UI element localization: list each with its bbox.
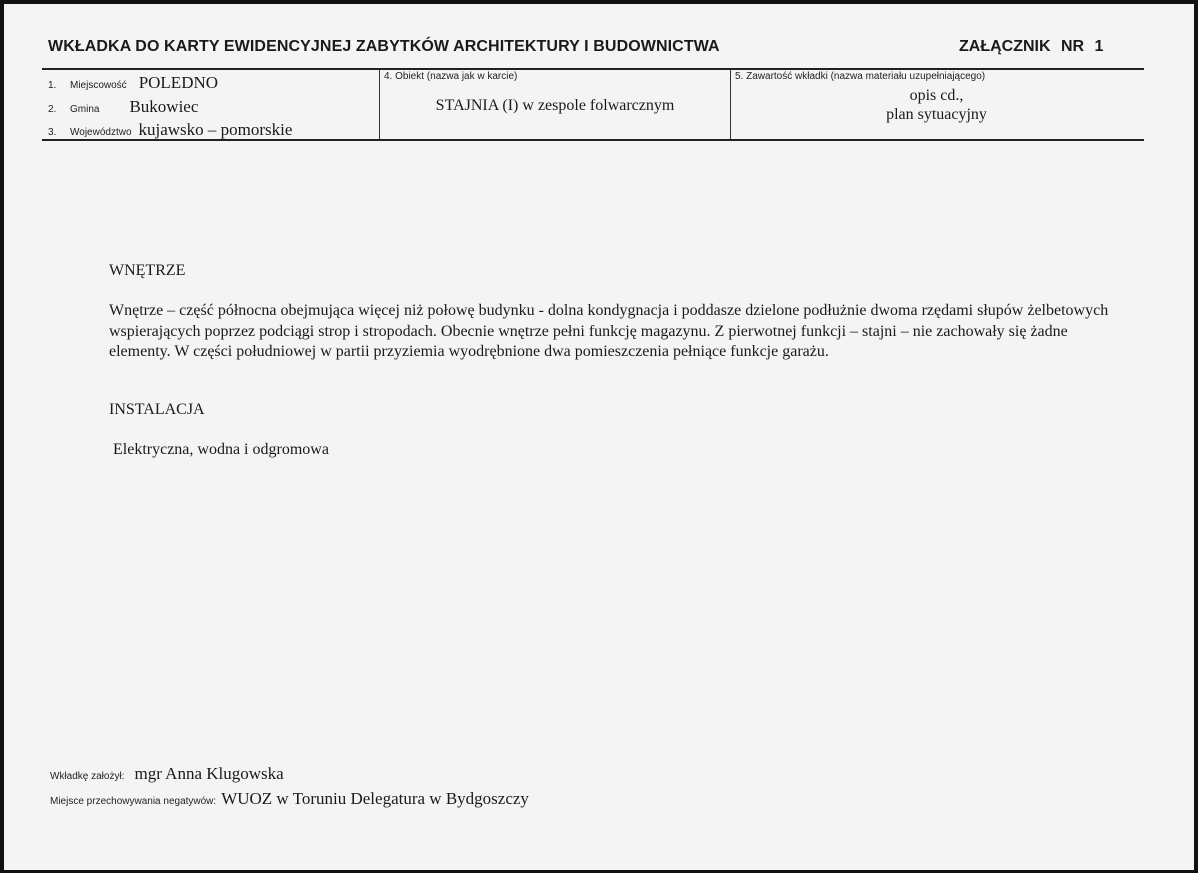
locality-field bbox=[48, 73, 218, 93]
author-field bbox=[50, 764, 284, 784]
commune-field bbox=[48, 97, 198, 117]
document-sheet bbox=[4, 4, 1194, 870]
voivodeship-number: 3. bbox=[48, 127, 57, 138]
commune-label: Gmina bbox=[70, 104, 100, 115]
header-rule-top bbox=[42, 68, 1144, 70]
commune-number: 2. bbox=[48, 104, 57, 115]
author-value: mgr Anna Klugowska bbox=[134, 764, 284, 783]
object-value: STAJNIA (I) w zespole folwarcznym bbox=[435, 97, 675, 114]
storage-field bbox=[50, 789, 529, 809]
interior-text: Wnętrze – część północna obejmująca więcej niż połowę budynku - dolna kondygnacja i poddasze dzielone podłużnie dwoma rzędami słupów żelbetowych wspierających poprzez podciągi strop i stropodach. Obecnie wnętrze pełni funkcję magazynu. Z pierwotnej funkcji – stajni – nie zachowały się żadne elementy. W części południowej w partii przyziemia wyodrębnione dwa pomieszczenia pełniące funkcje garażu. bbox=[109, 302, 1109, 360]
header-rule-bottom bbox=[42, 139, 1144, 141]
contents-value bbox=[731, 86, 1142, 124]
storage-value: WUOZ w Toruniu Delegatura w Bydgoszczy bbox=[221, 789, 529, 808]
installation-text: Elektryczna, wodna i odgromowa bbox=[113, 441, 329, 458]
contents-line-1: opis cd., bbox=[909, 87, 964, 104]
locality-number: 1. bbox=[48, 80, 57, 91]
annex-number: ZAŁĄCZNIK NR 1 bbox=[959, 38, 1104, 55]
voivodeship-field bbox=[48, 120, 292, 140]
installation-heading: INSTALACJA bbox=[109, 401, 205, 418]
commune-value: Bukowiec bbox=[129, 97, 199, 116]
storage-label: Miejsce przechowywania negatywów: bbox=[50, 796, 217, 807]
locality-value: POLEDNO bbox=[138, 73, 219, 92]
document-title: WKŁADKA DO KARTY EWIDENCYJNEJ ZABYTKÓW ARCHITEKTURY I BUDOWNICTWA bbox=[48, 38, 720, 55]
interior-heading: WNĘTRZE bbox=[109, 262, 186, 279]
locality-label: Miejscowość bbox=[70, 80, 127, 91]
contents-line-2: plan sytuacyjny bbox=[886, 106, 987, 123]
object-label: 4. Obiekt (nazwa jak w karcie) bbox=[384, 71, 518, 82]
author-label: Wkładkę założył: bbox=[50, 771, 125, 782]
contents-label: 5. Zawartość wkładki (nazwa materiału uzupełniającego) bbox=[735, 71, 986, 82]
voivodeship-label: Województwo bbox=[70, 127, 132, 138]
voivodeship-value: kujawsko – pomorskie bbox=[138, 120, 293, 139]
